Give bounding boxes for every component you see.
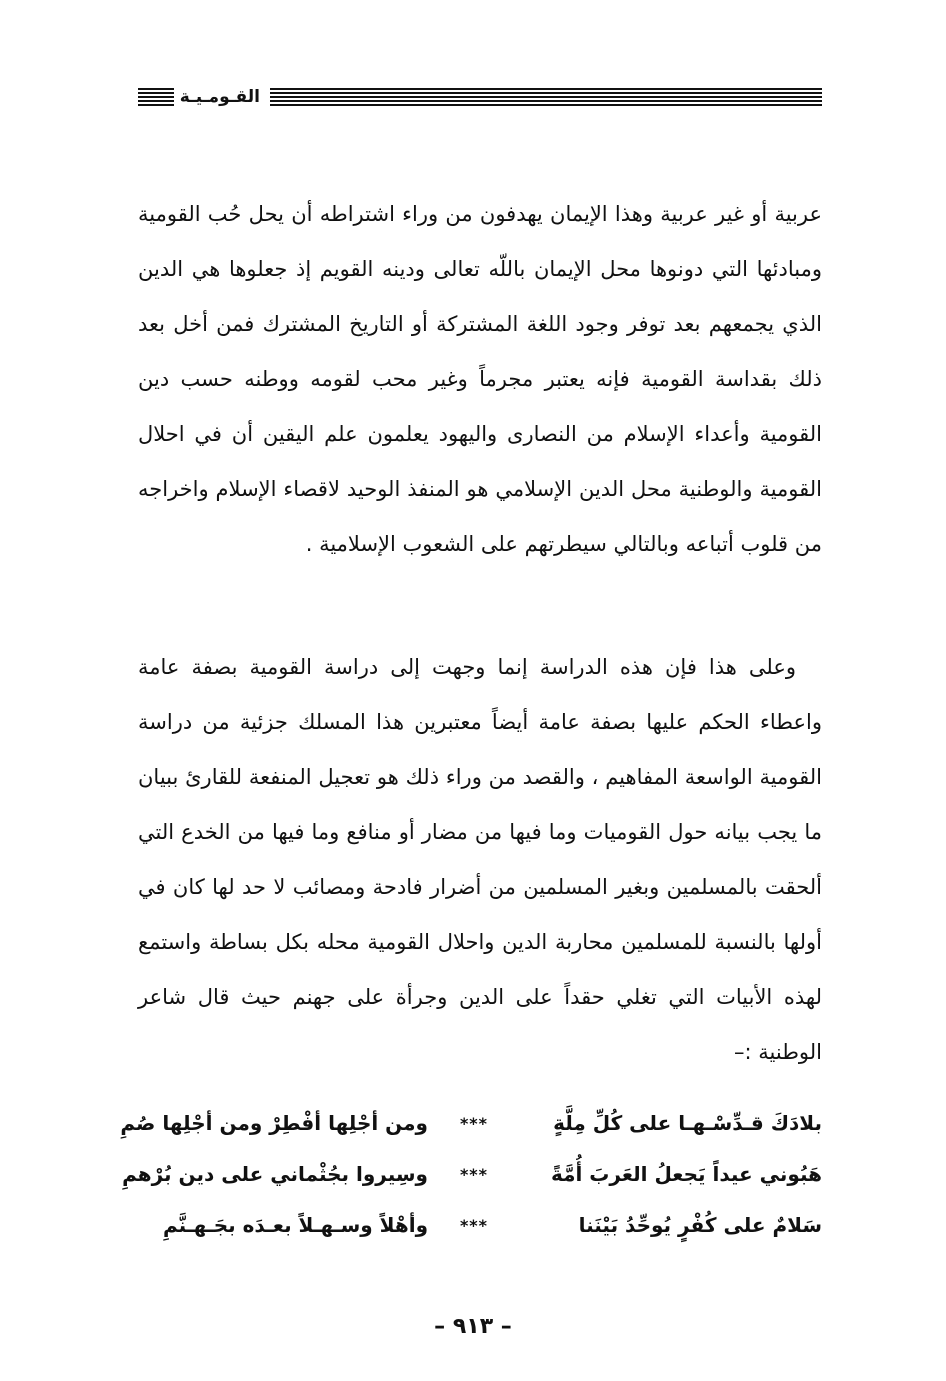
poem-verse-1 — [120, 1098, 822, 1149]
verse-second-hemistich: ومن أجْلِها أفْطِرْ ومن أجْلِها صُمِ — [120, 1111, 428, 1135]
header-rule-left — [138, 88, 174, 106]
verse-separator: *** — [459, 1165, 489, 1184]
verse-first-hemistich: سَلامٌ على كُفْرٍ يُوحِّدُ بَيْنَنا — [578, 1213, 822, 1237]
header-rule-right — [270, 88, 822, 106]
verse-second-hemistich: وأهْلاً وسـهـلاً بعـدَه بجَـهـنَّمِ — [162, 1213, 428, 1237]
paragraph-2: وعلى هذا فإن هذه الدراسة إنما وجهت إلى دراسة القومية بصفة عامة واعطاء الحكم عليها بصفة عامة أيضاً معتبرين هذا المسلك جزئية من دراسة القومية الواسعة المفاهيم ، والقصد من وراء ذلك هو تعجيل المنفعة للقارئ ببيان ما يجب بيانه حول القوميات وما فيها من مضار أو منافع وما فيها من الخدع التي ألحقت بالمسلمين وبغير المسلمين من أضرار فادحة ومصائب لا حد لها كان في أولها بالنسبة للمسلمين محاربة الدين واحلال القومية محله بكل بساطة واستمع لهذه الأبيات التي تغلي حقداً على الدين وجرأة على جهنم حيث قال شاعر الوطنية :– — [138, 655, 822, 1064]
running-header — [138, 80, 822, 114]
poem — [120, 1098, 822, 1251]
verse-separator: *** — [459, 1216, 489, 1235]
paragraph-1: عربية أو غير عربية وهذا الإيمان يهدفون من وراء اشتراطه أن يحل حُب القومية ومبادئها التي دونوها محل الإيمان باللّه تعالى ودينه القويم إذ جعلوها هي الدين الذي يجمعهم بعد توفر وجود اللغة المشتركة أو التاريخ المشترك فمن أخل بعد ذلك بقداسة القومية فإنه يعتبر مجرماً وغير محب لقومه ووطنه حسب دين القومية وأعداء الإسلام من النصارى واليهود يعلمون علم اليقين أن في احلال القومية والوطنية محل الدين الإسلامي هو المنفذ الوحيد لاقصاء الإسلام واخراجه من قلوب أتباعه وبالتالي سيطرتهم على الشعوب الإسلامية . — [138, 202, 822, 556]
verse-first-hemistich: هَبُوني عيداً يَجعلُ العَربَ أُمَّةً — [550, 1162, 822, 1186]
poem-verse-3 — [138, 1200, 822, 1251]
poem-verse-2 — [122, 1149, 822, 1200]
verse-second-hemistich: وسِيروا بجُثْماني على دين بُرْهمِ — [122, 1162, 428, 1186]
verse-first-hemistich: بلادَكَ قـدِّسْـهـا على كُلِّ مِلَّةٍ — [553, 1111, 822, 1135]
page-number: – ٩١٣ – — [434, 1314, 512, 1339]
header-title: القـومـيـة — [179, 87, 260, 107]
verse-separator: *** — [459, 1114, 489, 1133]
